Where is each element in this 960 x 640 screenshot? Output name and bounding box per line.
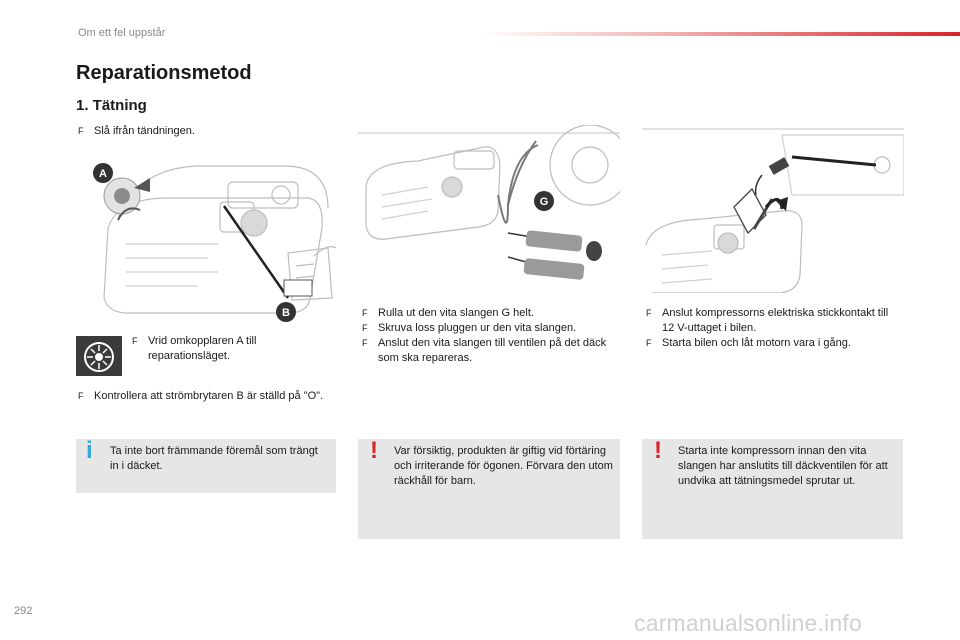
- hose-illustration: [358, 125, 620, 293]
- warning-note-toxic: [358, 439, 620, 539]
- page-title: Reparationsmetod: [76, 62, 252, 84]
- warning-icon: !: [654, 437, 662, 464]
- step-connect-power: [646, 306, 902, 336]
- step-remove-plug: [362, 321, 618, 336]
- chapter-bar: [480, 32, 960, 36]
- step-text: Rulla ut den vita slangen G helt.: [378, 307, 534, 319]
- callout-b: B: [282, 307, 290, 319]
- page-number: 292: [14, 605, 33, 617]
- step-connect-valve: [362, 336, 618, 366]
- compressor-illustration: [78, 148, 336, 326]
- watermark: carmanualsonline.info: [634, 610, 862, 636]
- bullet-icon: F: [362, 323, 368, 333]
- warning-note-text: Var försiktig, produkten är giftig vid förtäring och irriterande för ögonen. Förvara den utom räckhåll för barn.: [394, 445, 613, 487]
- power-plug-illustration: [642, 125, 904, 293]
- step-text: Slå ifrån tändningen.: [94, 125, 195, 137]
- bullet-icon: F: [646, 338, 652, 348]
- step-ignition-off: [78, 124, 328, 139]
- callout-g: G: [539, 196, 549, 208]
- step-text: Kontrollera att strömbrytaren B är ställd på "O".: [94, 390, 324, 402]
- bullet-icon: F: [362, 308, 368, 318]
- step-text: Anslut kompressorns elektriska stickkontakt till 12 V-uttaget i bilen.: [662, 307, 889, 334]
- bullet-icon: F: [132, 336, 138, 346]
- info-note: [76, 439, 336, 493]
- bullet-icon: F: [78, 126, 84, 136]
- warning-note-text: Starta inte kompressorn innan den vita slangen har anslutits till däckventilen för att undvika att tätningsmedel sprutar ut.: [678, 445, 888, 487]
- bullet-icon: F: [646, 308, 652, 318]
- step-unroll-hose: [362, 306, 618, 321]
- chapter-title: Om ett fel uppstår: [78, 27, 166, 39]
- bullet-icon: F: [78, 391, 84, 401]
- step-mode-switch: [132, 334, 332, 364]
- callout-a: A: [99, 168, 107, 180]
- section-title: 1. Tätning: [76, 97, 147, 114]
- step-text: Anslut den vita slangen till ventilen på det däck som ska repareras.: [378, 337, 607, 364]
- bullet-icon: F: [362, 338, 368, 348]
- warning-icon: !: [370, 437, 378, 464]
- step-start-engine: [646, 336, 902, 351]
- step-check-switch: [78, 389, 334, 404]
- mode-switch-icon: [76, 336, 122, 376]
- warning-note-start: [642, 439, 903, 539]
- step-text: Skruva loss pluggen ur den vita slangen.: [378, 322, 577, 334]
- info-note-text: Ta inte bort främmande föremål som trängt in i däcket.: [110, 445, 318, 472]
- info-icon: i: [86, 437, 93, 464]
- step-text: Vrid omkopplaren A till reparationsläget.: [148, 335, 257, 362]
- step-text: Starta bilen och låt motorn vara i gång.: [662, 337, 851, 349]
